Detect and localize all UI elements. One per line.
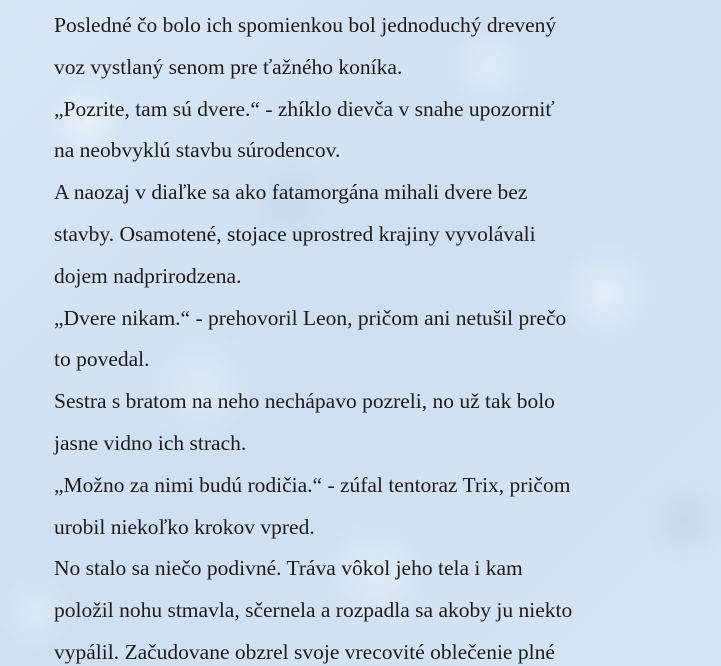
text-line: stavby. Osamotené, stojace uprostred krajiny vyvolávali (54, 221, 536, 246)
text-line: jasne vidno ich strach. (54, 430, 247, 455)
text-line: urobil niekoľko krokov vpred. (54, 514, 315, 539)
text-line: No stalo sa niečo podivné. Tráva vôkol jeho tela i kam (54, 556, 523, 581)
text-line: A naozaj v diaľke sa ako fatamorgána mihali dvere bez (54, 180, 528, 205)
text-line: vypálil. Začudovane obzrel svoje vrecovité oblečenie plné (54, 639, 555, 664)
text-line: na neobvyklú stavbu súrodencov. (54, 138, 341, 163)
text-line: „Dvere nikam.“ - prehovoril Leon, pričom ani netušil prečo (54, 305, 567, 330)
text-line: položil nohu stmavla, sčernela a rozpadla sa akoby ju niekto (54, 598, 573, 623)
text-line: Posledné čo bolo ich spomienkou bol jednoduchý drevený (54, 13, 557, 37)
text-line: voz vystlaný senom pre ťažného koníka. (54, 54, 403, 79)
text-line: Sestra s bratom na neho nechápavo pozreli, no už tak bolo (54, 389, 555, 414)
text-body (54, 5, 714, 666)
text-line: „Možno za nimi budú rodičia.“ - zúfal tentoraz Trix, pričom (54, 472, 571, 497)
text-line: „Pozrite, tam sú dvere.“ - zhíklo dievča v snahe upozorniť (54, 96, 555, 121)
text-line: to povedal. (54, 347, 150, 372)
text-line: dojem nadprirodzena. (54, 263, 242, 288)
